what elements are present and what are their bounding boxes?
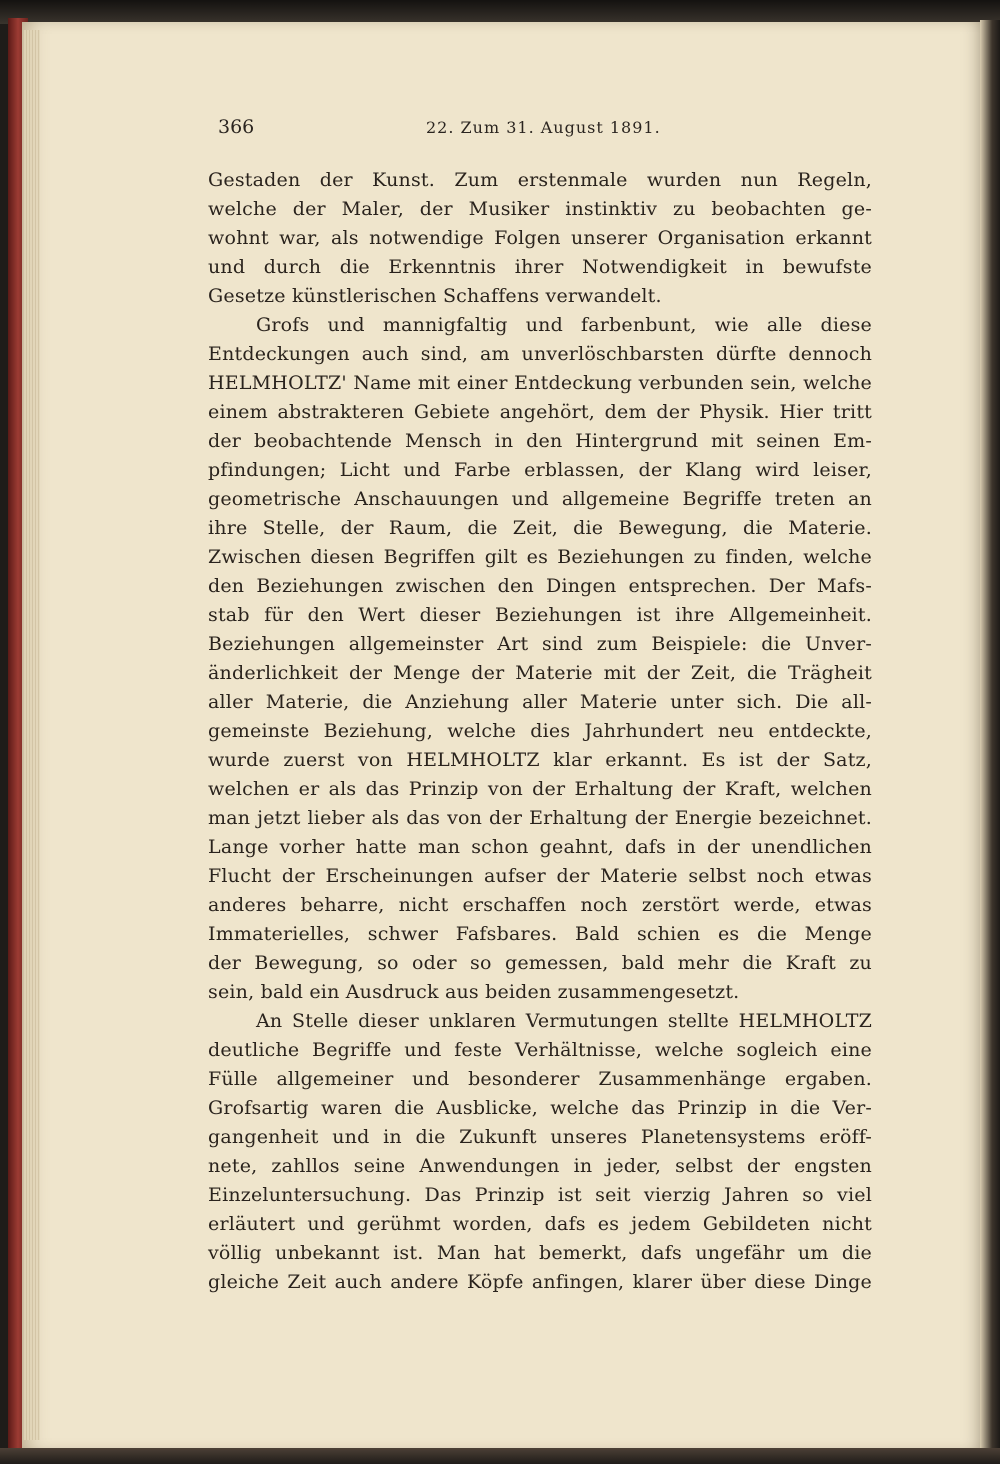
text-line: geometrische Anschauungen und allgemeine Begriffe treten an xyxy=(208,488,872,510)
text-line: Fülle allgemeiner und besonderer Zusammenhänge ergaben. xyxy=(208,1068,872,1090)
book-bottom-edge xyxy=(0,1448,1000,1464)
text-line: Beziehungen allgemeinster Art sind zum Beispiele: die Unver- xyxy=(208,633,872,655)
text-line: welche der Maler, der Musiker instinktiv zu beobachten ge- xyxy=(208,198,872,220)
text-line: gleiche Zeit auch andere Köpfe anfingen, klarer über diese Dinge xyxy=(208,1271,872,1293)
text-line: Gesetze künstlerischen Schaffens verwandelt. xyxy=(208,285,662,307)
text-line: wohnt war, als notwendige Folgen unserer Organisation erkannt xyxy=(208,227,872,249)
text-line: Flucht der Erscheinungen aufser der Materie selbst noch etwas xyxy=(208,865,872,887)
text-line: Lange vorher hatte man schon geahnt, dafs in der unendlichen xyxy=(208,836,872,858)
text-line: man jetzt lieber als das von der Erhaltung der Energie bezeichnet. xyxy=(208,807,872,829)
text-line: welchen er als das Prinzip von der Erhaltung der Kraft, welchen xyxy=(208,778,872,800)
text-line: einem abstrakteren Gebiete angehört, dem der Physik. Hier tritt xyxy=(208,401,872,423)
running-head xyxy=(218,116,878,146)
text-line: anderes beharre, nicht erschaffen noch zerstört werde, etwas xyxy=(208,894,872,916)
text-line: Zwischen diesen Begriffen gilt es Beziehungen zu finden, welche xyxy=(208,546,872,568)
text-line: den Beziehungen zwischen den Dingen entsprechen. Der Mafs- xyxy=(208,575,872,597)
book-right-edge xyxy=(980,20,1000,1464)
text-line: völlig unbekannt ist. Man hat bemerkt, dafs ungefähr um die xyxy=(208,1242,872,1264)
text-line: der Bewegung, so oder so gemessen, bald mehr die Kraft zu xyxy=(208,952,872,974)
text-line: Grofs und mannigfaltig und farbenbunt, wie alle diese xyxy=(256,314,872,336)
text-line: ihre Stelle, der Raum, die Zeit, die Bewegung, die Materie. xyxy=(208,517,872,539)
text-line: Entdeckungen auch sind, am unverlöschbarsten dürfte dennoch xyxy=(208,343,872,365)
text-line: HELMHOLTZ' Name mit einer Entdeckung verbunden sein, welche xyxy=(208,372,872,394)
text-line: der beobachtende Mensch in den Hintergrund mit seinen Em- xyxy=(208,430,872,452)
running-title: 22. Zum 31. August 1891. xyxy=(426,118,661,137)
page-number: 366 xyxy=(218,116,255,138)
body-text xyxy=(208,166,872,1297)
text-line: An Stelle dieser unklaren Vermutungen stellte HELMHOLTZ xyxy=(256,1010,872,1032)
book-top-edge xyxy=(0,0,1000,24)
text-line: Einzeluntersuchung. Das Prinzip ist seit vierzig Jahren so viel xyxy=(208,1184,872,1206)
text-line: aller Materie, die Anziehung aller Materie unter sich. Die all- xyxy=(208,691,872,713)
text-line: stab für den Wert dieser Beziehungen ist ihre Allgemeinheit. xyxy=(208,604,872,626)
page-stack-edge xyxy=(24,30,40,1440)
text-line: Grofsartig waren die Ausblicke, welche das Prinzip in die Ver- xyxy=(208,1097,872,1119)
text-line: und durch die Erkenntnis ihrer Notwendigkeit in bewufste xyxy=(208,256,872,278)
text-line: gemeinste Beziehung, welche dies Jahrhundert neu entdeckte, xyxy=(208,720,872,742)
text-line: änderlichkeit der Menge der Materie mit der Zeit, die Trägheit xyxy=(208,662,872,684)
text-line: nete, zahllos seine Anwendungen in jeder, selbst der engsten xyxy=(208,1155,872,1177)
text-line: erläutert und gerühmt worden, dafs es jedem Gebildeten nicht xyxy=(208,1213,872,1235)
text-line: wurde zuerst von HELMHOLTZ klar erkannt. Es ist der Satz, xyxy=(208,749,872,771)
text-line: Immaterielles, schwer Fafsbares. Bald schien es die Menge xyxy=(208,923,872,945)
text-line: gangenheit und in die Zukunft unseres Planetensystems eröff- xyxy=(208,1126,872,1148)
text-line: Gestaden der Kunst. Zum erstenmale wurden nun Regeln, xyxy=(208,169,872,191)
text-line: pfindungen; Licht und Farbe erblassen, der Klang wird leiser, xyxy=(208,459,872,481)
text-line: sein, bald ein Ausdruck aus beiden zusammengesetzt. xyxy=(208,981,740,1003)
text-line: deutliche Begriffe und feste Verhältnisse, welche sogleich eine xyxy=(208,1039,872,1061)
